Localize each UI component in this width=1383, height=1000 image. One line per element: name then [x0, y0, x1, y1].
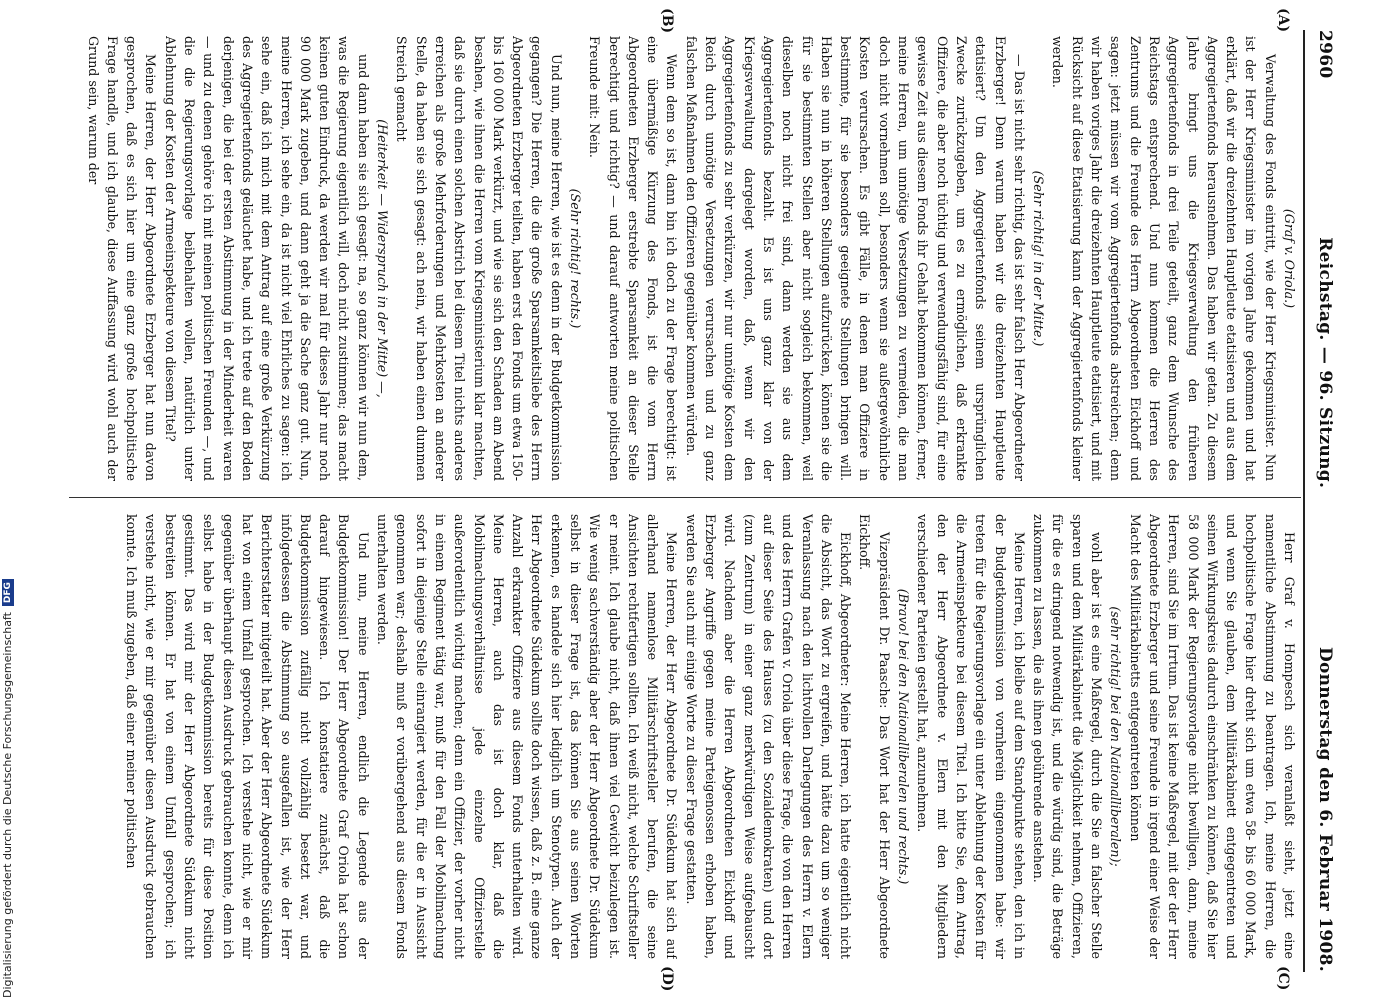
page-title: Reichstag. — 96. Sitzung. — [1315, 237, 1335, 489]
margin-mark-c: (C) — [1275, 966, 1291, 991]
rotated-page-scan — [63, 8, 1335, 992]
margin-mark-d: (D) — [659, 966, 675, 992]
column-separator — [69, 497, 1301, 498]
text-paragraph: Herr Graf v. Hompesch sich veranlaßt sieht, jetzt eine namentliche Abstimmung zu beantragen. Ich, meine Herren, die hochpolitische Frage hier dreht sich um etwa 58- bis 60 000 Mark, und wenn Sie glauben, dem Militärkabinett entgegentreten und seinen Wirkungskreis dadurch einschränken zu können, daß Sie hier 58 000 Mark der Regierungsvorlage nicht bewilligen, dann, meine Herren, sind Sie im Irrtum. Das ist keine Maßregel, mit der der Herr Abgeordnete Erzberger und seine Freunde in irgend einer Weise der Macht des Militärkabinetts entgegentreten können — [1127, 514, 1297, 959]
page-header — [1309, 30, 1335, 972]
text-paragraph: Vizepräsident Dr. Paasche: Das Wort hat der Herr Abgeordnete Eickhoff. — [857, 514, 892, 959]
text-paragraph: — Das ist nicht sehr richtig, das ist sehr falsch Herr Abgeordneter Erzberger! Denn warum haben wir die dreizehnten Hauptleute etatisiert? Um den Aggregiertenfonds seinem ursprünglichen Zwecke zurückzugeben, um es zu ermöglichen, daß erkrankte Offiziere, die aber noch tüchtig und verwendungsfähig sind, für eine gewisse Zeit aus diesem Fonds ihr Gehalt bekommen können, ferner, meine Herren, um unnötige Versetzungen zu vermeiden, die man doch nicht vornehmen soll, besonders wenn sie außergewöhnliche Kosten verursachen. Es gibt Fälle, in denen man Offiziere in bestimmte, für sie besonders geeignete Stellungen bringen will. Haben sie nun in höheren Stellungen aufzurücken, können sie die für sie bestimmten Stellen aber nicht sogleich bekommen, weil dieselben noch nicht frei sind, dann werden sie aus dem Aggregiertenfonds bezahlt. Es ist uns ganz klar von der Kriegsverwaltung dargelegt worden, daß, wenn wir den Aggregiertenfonds zu sehr verkürzen, wir nur unnötige Kosten dem Reich durch unnötige Versetzungen verursachen und zu ganz falschen Maßnahmen den Offizieren gegenüber kommen würden. — [683, 36, 1027, 481]
digitization-credit — [1, 579, 14, 998]
text-paragraph: Und nun, meine Herren, endlich die Legende aus der Budgetkommission! Der Herr Abgeordnete Graf Oriola hat schon darauf hingewiesen. Ich konstatiere zunächst, daß die Budgetkommission zufällig nicht vollzählig besetzt war, und infolgedessen die Abstimmung so ausgefallen ist, wie der Herr Berichterstatter mitgeteilt hat. Aber der Herr Abgeordnete Südekum hat von einem Umfall gesprochen. Ich verstehe nicht, wie er mir gegenüber überhaupt diesen Ausdruck gebrauchen konnte, denn ich selbst habe in der Budgetkommission bereits für diese Position gestimmt. Das wird mir der Herr Abgeordnete Südekum nicht bestreiten können. Er hat von einem Umfall gesprochen; ich verstehe nicht, wie er mir gegenüber diesen Ausdruck gebrauchen konnte. Ich muß zugeben, daß einer meiner politischen — [124, 514, 371, 959]
left-column — [71, 36, 1299, 481]
interjection-line: (Graf v. Oriola.) — [1282, 208, 1297, 309]
margin-mark-b: (B) — [659, 8, 675, 34]
text-paragraph: Wenn dem so ist, dann bin ich doch zu der Frage berechtigt: ist eine übermäßige Kürzung des Fonds, ist die vom Herrn Abgeordneten Erzberger erstrebte Sparsamkeit an dieser Stelle berechtigt und richtig? — und darauf antworten meine politischen Freunde mit: Nein. — [587, 36, 680, 481]
text-paragraph: Meine Herren, der Herr Abgeordnete Dr. Südekum hat sich auf allerhand namenlose Militärschriftsteller berufen, die seine Ansichten rechtfertigen sollten. Ich weiß nicht, welche Schriftsteller er meint. Ich glaube nicht, daß ihnen viel Gewicht beizulegen ist. Wie wenig sachverständig aber der Herr Abgeordnete Dr. Südekum selbst in dieser Frage ist, das können Sie aus seinen Worten erkennen, es handele sich hier lediglich um Stenotypen. Auch der Herr Abgeordnete Südekum sollte doch wissen, daß z. B. eine ganze Anzahl erkrankter Offiziere aus diesem Fonds unterhalten wird. Meine Herren, auch das ist doch klar, daß die Mobilmachungsverhältnisse jede einzelne Offizierstelle außerordentlich wichtig machen; denn ein Offizier, der vorher nicht in einem Regiment tätig war, muß für den Fall der Mobilmachung sofort in diejenige Stelle einrangiert werden, für die er in Aussicht genommen war; deshalb muß er vorübergehend aus diesem Fonds unterhalten werden. — [375, 514, 680, 959]
text-paragraph: Verwaltung des Fonds eintritt, wie der Herr Kriegsminister. Nun ist der Herr Kriegsminister im vorigen Jahre gekommen und hat erklärt, daß wir die dreizehnten Hauptleute etatisieren und aus dem Aggregiertenfonds herausnehmen. Das haben wir getan. Zu diesem Jahre bringt uns die Kriegsverwaltung den früheren Aggregiertenfonds in drei Teile geteilt, ganz dem Wunsche des Reichstags entsprechend. Und nun kommen die Herren des Zentrums und die Freunde des Herrn Abgeordneten Eickhoff und sagen: jetzt müssen wir vom Aggregiertenfonds abstreichen; denn wir haben voriges Jahr die dreizehnten Hauptleute etatisiert, und mit Rücksicht auf diese Etatisierung kann der Aggregiertenfonds kleiner werden. — [1050, 36, 1278, 481]
text-paragraph: Meine Herren, der Herr Abgeordnete Erzberger hat nun davon gesprochen, daß es sich hier um eine ganz große hochpolitische Frage handle, und ich glaube, diese Auffassung wird wohl auch der Grund sein, warum der — [85, 36, 159, 481]
document-page — [63, 8, 1335, 992]
text-paragraph: wohl aber ist es eine Maßregel, durch die Sie an falscher Stelle sparen und dem Militärkabinett die Möglichkeit nehmen, Offizieren, für die es dringend notwendig ist, und die würdig sind, die Beträge zukommen zu lassen, die als ihnen gebührende anstehen. — [1031, 514, 1105, 959]
interjection-line: (Sehr richtig! in der Mitte.) — [1031, 170, 1047, 347]
page-number: 2960 — [1315, 30, 1335, 79]
interjection-line: (Bravo! bei den Nationalliberalen und rechts.) — [896, 588, 912, 885]
text-paragraph: Meine Herren, ich bleibe auf dem Standpunkte stehen, den ich in der Budgetkommission von vornherein eingenommen habe: wir treten für die Regierungsvorlage ein unter Ablehnung der Kosten für die Armeeinspekteure bei diesem Titel. Ich bitte Sie, dem Antrag, den der Herr Abgeordnete v. Elern mit den Mitgliedern verschiedener Parteien gestellt hat, anzunehmen. — [915, 514, 1027, 959]
digitization-credit-text: Digitalisierung gefördert durch die Deutsche Forschungsgemeinschaft — [1, 612, 14, 998]
margin-mark-a: (A) — [1275, 8, 1291, 33]
dfg-logo: DFG — [2, 579, 14, 606]
header-rule — [1303, 30, 1305, 972]
interjection-line: (Heiterkeit — Widerspruch in der Mitte) —, — [375, 119, 391, 398]
text-paragraph: und dann haben sie sich gesagt: na, so ganz können wir nun dem, was die Regierung eigentlich will, doch nicht zustimmen; das macht keinen guten Eindruck, da werden wir mal für dieses Jahr nur noch 90 000 Mark zugeben, und dann geht ja die Sache ganz gut. Nun, meine Herren, ich sehe ein, da ist nicht viel Ehrliches zu sagen: ich sehe ein, daß ich mich mit dem Antrag auf eine große Verkürzung des Aggregiertenfonds geläuchet habe, und ich trete auf den Boden derjenigen, die bei der ersten Abstimmung in der Minderheit waren — und zu denen gehöre ich mit meinen politischen Freunden —, und die die Regierungsvorlage beibehalten wollen, natürlich unter Ablehnung der Kosten der Armeeinspekteure von diesem Titel? — [162, 36, 371, 481]
session-date: Donnerstag den 6. Februar 1908. — [1315, 646, 1335, 972]
text-paragraph: Und nun, meine Herren, wie ist es denn in der Budgetkommission gegangen? Die Herren, die die große Sparsamkeitsliebe des Herrn Abgeordneten Erzberger teilten, haben erst den Fonds um etwa 150- bis 160 000 Mark verkürzt, und wie sie sich den Schaden am Abend besahen, wie ihnen die Herren vom Kriegsministerium klar machten, daß sie durch einen solchen Abstrich bei diesem Titel nichts anderes erreichen als große Mehrforderungen und Mehrkosten an anderer Stelle, da haben sie sich gesagt: ach nein, wir haben einen dummen Streich gemacht — [394, 36, 564, 481]
text-paragraph: Eickhoff, Abgeordneter: Meine Herren, ich hatte eigentlich nicht die Absicht, das Wort zu ergreifen, und hätte dazu um so weniger Veranlassung nach den lichtvollen Darlegungen des Herrn v. Elern und des Herrn Grafen v. Oriola über diese Frage, die von den Herren auf dieser Seite des Hauses (zu den Sozialdemokraten) und dort (zum Zentrum) in einer ganz merkwürdigen Weise aufgebauscht wird. Nachdem aber die Herren Abgeordneten Eickhoff und Erzberger Angriffe gegen meine Parteigenossen erhoben haben, werden Sie auch mir einige Worte zu dieser Frage gestatten. — [683, 514, 854, 959]
interjection-line: (Sehr richtig! rechts.) — [568, 188, 584, 329]
interjection-line: (sehr richtig! bei den Nationalliberalen); — [1108, 606, 1124, 867]
right-column — [71, 514, 1299, 959]
